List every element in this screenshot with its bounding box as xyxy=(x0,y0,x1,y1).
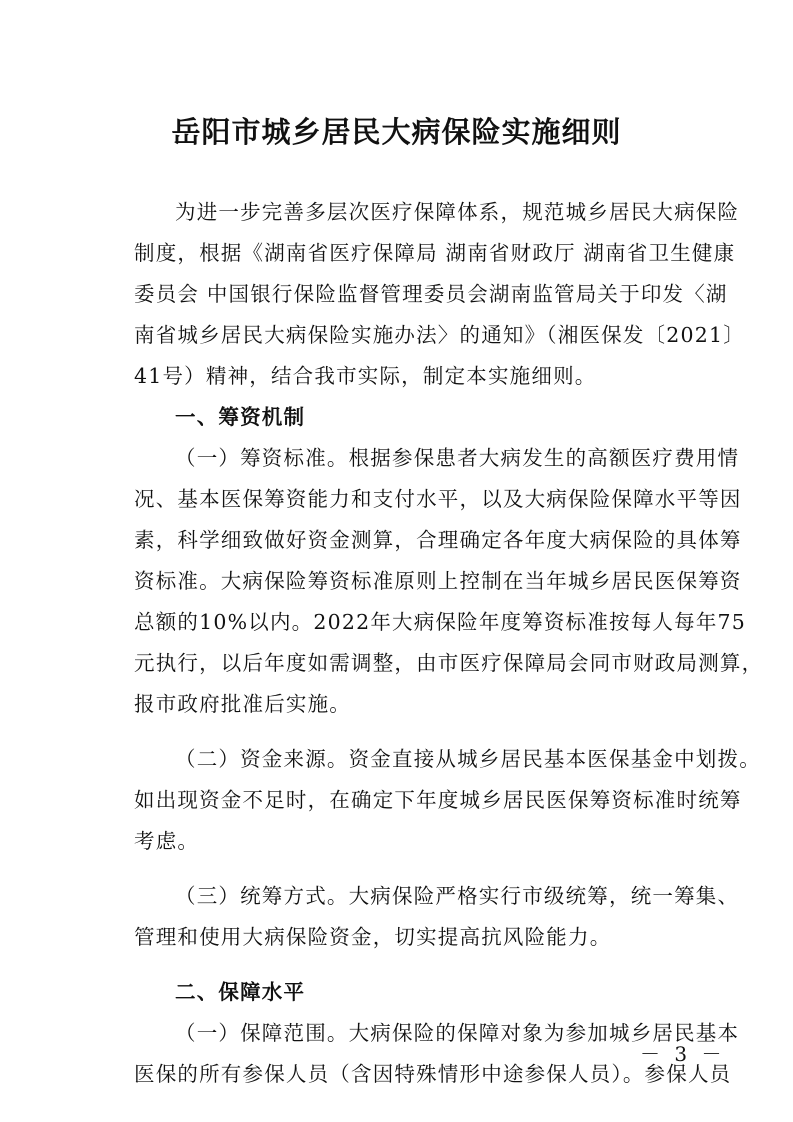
text-line: 医保的所有参保人员（含因特殊情形中途参保人员）。参保人员 xyxy=(134,1062,732,1086)
text-line: 考虑。 xyxy=(134,829,200,853)
paragraph-coverage-scope xyxy=(134,1013,740,1095)
text-line: 南省城乡居民大病保险实施办法〉的通知》（湘医保发〔2021〕 xyxy=(134,323,745,347)
text-line: 如出现资金不足时，在确定下年度城乡居民医保筹资标准时统筹 xyxy=(134,788,742,812)
text-line: 元执行，以后年度如需调整，由市医疗保障局会同市财政局测算， xyxy=(134,651,764,675)
paragraph-funding-standard xyxy=(134,438,764,725)
text-line: 总额的10%以内。2022年大病保险年度筹资标准按每人每年75 xyxy=(134,610,747,634)
text-line: 为进一步完善多层次医疗保障体系，规范城乡居民大病保险 xyxy=(175,200,740,224)
text-line: 报市政府批准后实施。 xyxy=(134,692,351,716)
text-line: （一）保障范围。大病保险的保障对象为参加城乡居民基本 xyxy=(175,1021,740,1045)
text-line: 制度，根据《湖南省医疗保障局 湖南省财政厅 湖南省卫生健康 xyxy=(134,241,736,265)
paragraph-intro xyxy=(134,192,745,397)
text-line: （三）统筹方式。大病保险严格实行市级统筹，统一筹集、 xyxy=(175,884,740,908)
text-line: （二）资金来源。资金直接从城乡居民基本医保基金中划拨。 xyxy=(175,747,761,771)
document-title: 岳阳市城乡居民大病保险实施细则 xyxy=(171,115,622,149)
text-line: （一）筹资标准。根据参保患者大病发生的高额医疗费用情 xyxy=(175,446,740,470)
section-heading-funding: 一、筹资机制 xyxy=(175,405,306,429)
text-line: 况、基本医保筹资能力和支付水平，以及大病保险保障水平等因 xyxy=(134,487,742,511)
text-line: 41号）精神，结合我市实际，制定本实施细则。 xyxy=(134,364,597,388)
paragraph-funding-source xyxy=(134,739,761,862)
text-line: 委员会 中国银行保险监督管理委员会湖南监管局关于印发〈湖 xyxy=(134,282,728,306)
section-heading-coverage: 二、保障水平 xyxy=(175,980,306,1004)
text-line: 管理和使用大病保险资金，切实提高抗风险能力。 xyxy=(134,925,612,949)
text-line: 资标准。大病保险筹资标准原则上控制在当年城乡居民医保筹资 xyxy=(134,569,742,593)
page-number: － 3 － xyxy=(640,1042,726,1066)
paragraph-pooling-method xyxy=(134,876,740,958)
text-line: 素，科学细致做好资金测算，合理确定各年度大病保险的具体筹 xyxy=(134,528,742,552)
document-body xyxy=(134,192,764,1095)
